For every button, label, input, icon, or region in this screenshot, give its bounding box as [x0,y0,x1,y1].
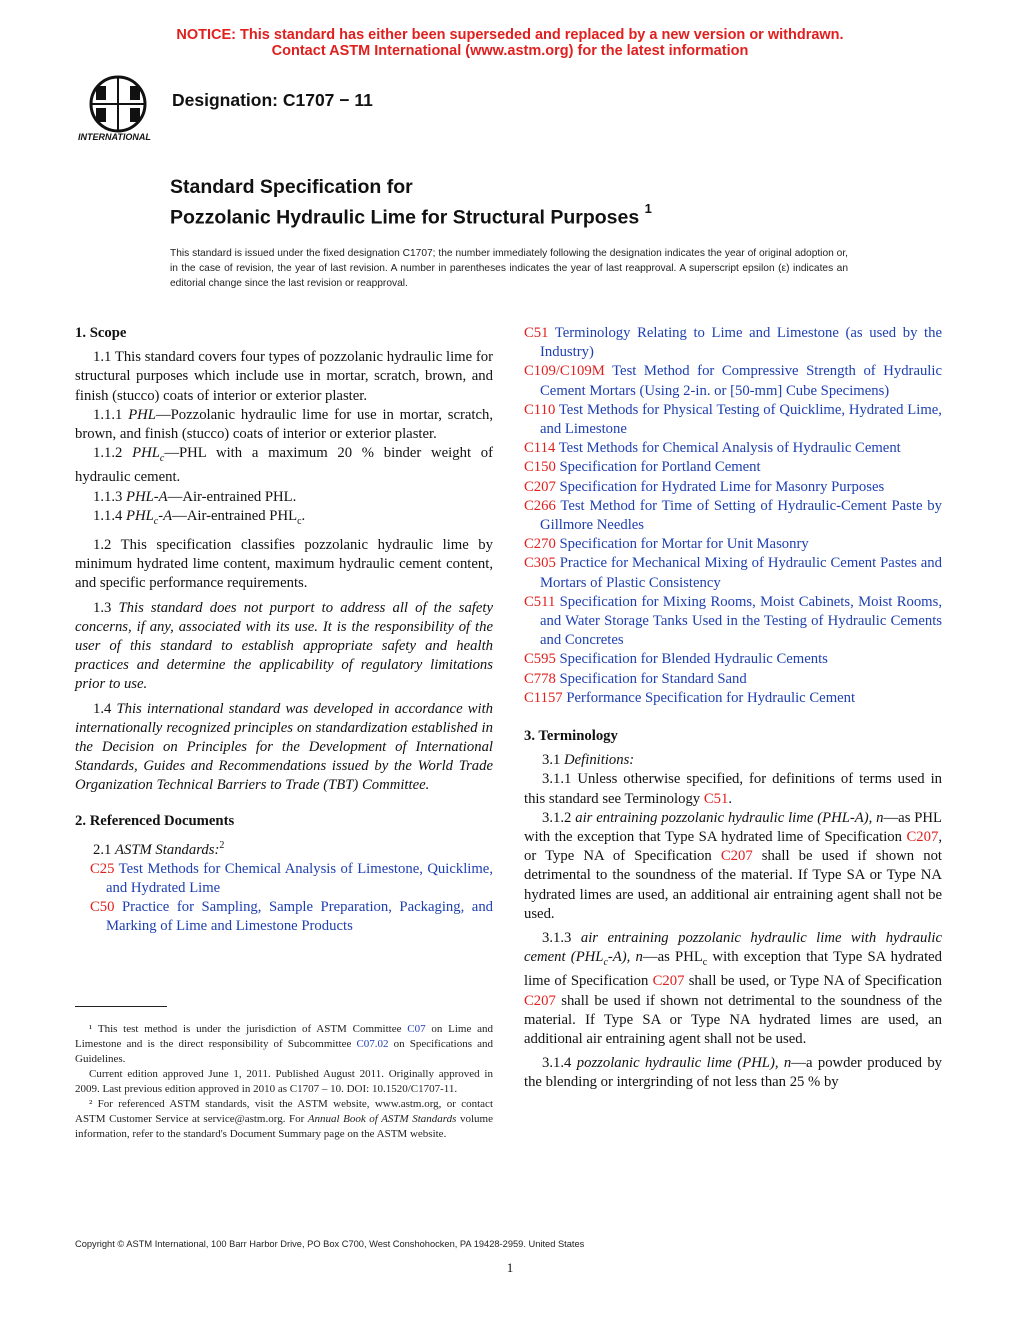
para-1-1-4: 1.1.4 $PHL_c-A—Air$-entrained $PHL_c$. [93,507,306,527]
para-3-1: 3.1 Definitions: [542,752,635,769]
ref-item-c778[interactable]: C778 Specification for Standard Sand [524,670,747,687]
footnote-1-edition: Current edition approved June 1, 2011. Published August 2011. Originally approved in 2009. Last previous edition approved in 2010 as C1707 – 10. DOI: 10.1520/C1707-11. [75,1068,493,1095]
footnotes [75,1022,493,1142]
section-heading-terminology: 3. Terminology [524,728,618,745]
ref-item-c114[interactable]: C114 Test Methods for Chemical Analysis of Hydraulic Cement [524,440,901,457]
withdrawal-notice-line2: Contact ASTM International (www.astm.org) for the latest information [271,43,749,59]
ref-item-c110[interactable]: C110 Test Methods for Physical Testing of Quicklime, Hydrated Lime, and Limestone [524,401,942,438]
ref-item-c511[interactable]: C511 Specification for Mixing Rooms, Moist Cabinets, Moist Rooms, and Water Storage Tanks Used in the Testing of Hydraulic Cements and Concretes [524,593,942,649]
astm-logo [72,74,164,144]
para-1-4: 1.4 This international standard was developed in accordance with internationally recognized principles on standardization established in the Decision on Principles for the Development of International Standards, Guides and Recommendations issued by the World Trade Organization Technical Barriers to Trade (TBT) Committee. [75,700,493,794]
para-3-1-3: 3.1.3 air entraining pozzolanic hydraulic lime with hydraulic cement $(PHL_c-A)$, n—as $PHL_c$ with exception that Type SA hydrated lime of Specification C207 shall be used, or Type NA of Specification C207 shall be used if shown not detrimental to the soundness of the material. If Type SA or Type NA hydrated limes are used, an additional air entraining agent shall not be used. [524,930,943,1048]
right-reference-list [524,324,942,708]
para-1-3: 1.3 This standard does not purport to address all of the safety concerns, if any, associated with its use. It is the responsibility of the user of this standard to establish appropriate safety and health practices and determine the applicability of regulatory limitations prior to use. [75,599,494,693]
para-3-1-2: 3.1.2 air entraining pozzolanic hydraulic lime (PHL-A), n—as PHL with the exception that Type SA hydrated lime of Specification C207, or Type NA of Specification C207 shall be used if shown not detrimental to the soundness of the material. If Type SA or Type NA hydrated limes are used, an additional air entraining agent shall not be used. [524,809,943,922]
intro-paragraph: This standard is issued under the fixed designation C1707; the number immediately following the designation indicates the year of original adoption or, in the case of revision, the year of last revision. A number in parentheses indicates the year of last reapproval. A superscript epsilon (ε) indicates an editorial change since the last revision or reapproval. [170,248,848,289]
para-2-1: 2.1 ASTM Standards:$^2$ [93,839,225,858]
footnote-rule [75,1006,167,1007]
ref-item-c25[interactable]: C25 Test Methods for Chemical Analysis of Limestone, Quicklime, and Hydrated Lime [90,860,493,897]
para-3-1-1: 3.1.1 Unless otherwise specified, for definitions of terms used in this standard see Terminology C51. [524,771,942,807]
para-1-1-1: 1.1.1 PHL—Pozzolanic hydraulic lime for use in mortar, scratch, brown, and finish (stucco) coats of interior or exterior plaster. [75,406,493,443]
ref-item-c51[interactable]: C51 Terminology Relating to Lime and Limestone (as used by the Industry) [524,325,942,361]
title-footnote-mark: 1 [644,201,652,216]
ref-item-c207[interactable]: C207 Specification for Hydrated Lime for Masonry Purposes [524,478,885,495]
para-1-1-3: 1.1.3 PHL-A—Air-entrained PHL. [93,488,297,505]
ref-item-c109-c109m[interactable]: C109/C109M Test Method for Compressive Strength of Hydraulic Cement Mortars (Using 2-in. or [50-mm] Cube Specimens) [524,363,942,399]
title-line2 [170,200,652,230]
left-column [75,324,493,937]
para-1-1-2: 1.1.2 $PHL_c—PHL$ with a maximum 20 % binder weight of hydraulic cement. [75,445,494,486]
section-heading-scope: 1. Scope [75,325,127,341]
ref-item-c266[interactable]: C266 Test Method for Time of Setting of Hydraulic-Cement Paste by Gillmore Needles [524,497,942,534]
right-column [524,324,942,1093]
para-1-2: 1.2 This specification classifies pozzolanic hydraulic lime by minimum hydrated lime content, maximum hydraulic cement content, and specific performance requirements. [75,536,493,592]
ref-item-c150[interactable]: C150 Specification for Portland Cement [524,459,761,476]
page-number: 1 [506,1260,514,1275]
footnote-2: ² For referenced ASTM standards, visit the ASTM website, www.astm.org, or contact ASTM Customer Service at service@astm.org. For Annual Book of ASTM Standards volume information, refer to the standard's Document Summary page on the ASTM website. [75,1098,493,1140]
para-3-1-4: 3.1.4 pozzolanic hydraulic lime (PHL), n—a powder produced by the blending or intergrinding of not less than 25 % by [524,1055,943,1091]
ref-item-c595[interactable]: C595 Specification for Blended Hydraulic Cements [524,651,828,668]
para-1-1: 1.1 This standard covers four types of pozzolanic hydraulic lime for structural purposes which include use in mortar, scratch, brown, and finish (stucco) coats of interior or exterior plaster. [75,349,493,404]
ref-item-c50[interactable]: C50 Practice for Sampling, Sample Preparation, Packaging, and Marking of Lime and Limestone Products [90,899,494,935]
ref-item-c270[interactable]: C270 Specification for Mortar for Unit Masonry [524,536,809,553]
ref-item-c1157[interactable]: C1157 Performance Specification for Hydraulic Cement [524,689,856,706]
withdrawal-notice-line1: NOTICE: This standard has either been superseded and replaced by a new version or withdrawn. [176,27,844,43]
title-line1: Standard Specification for [170,176,413,198]
designation: Designation: C1707 − 11 [172,90,373,110]
section-heading-referenced-documents: 2. Referenced Documents [75,812,235,829]
copyright-footer: Copyright © ASTM International, 100 Barr Harbor Drive, PO Box C700, West Conshohocken, PA 19428-2959. United States [75,1239,585,1249]
title-text: Pozzolanic Hydraulic Lime for Structural Purposes [170,206,640,229]
logo-international-text: INTERNATIONAL [78,132,151,142]
footnote-1: ¹ This test method is under the jurisdiction of ASTM Committee C07 on Lime and Limestone and is the direct responsibility of Subcommittee C07.02 on Specifications and Guidelines. [75,1023,493,1065]
ref-item-c305[interactable]: C305 Practice for Mechanical Mixing of Hydraulic Cement Pastes and Mortars of Plastic Consistency [524,555,942,591]
